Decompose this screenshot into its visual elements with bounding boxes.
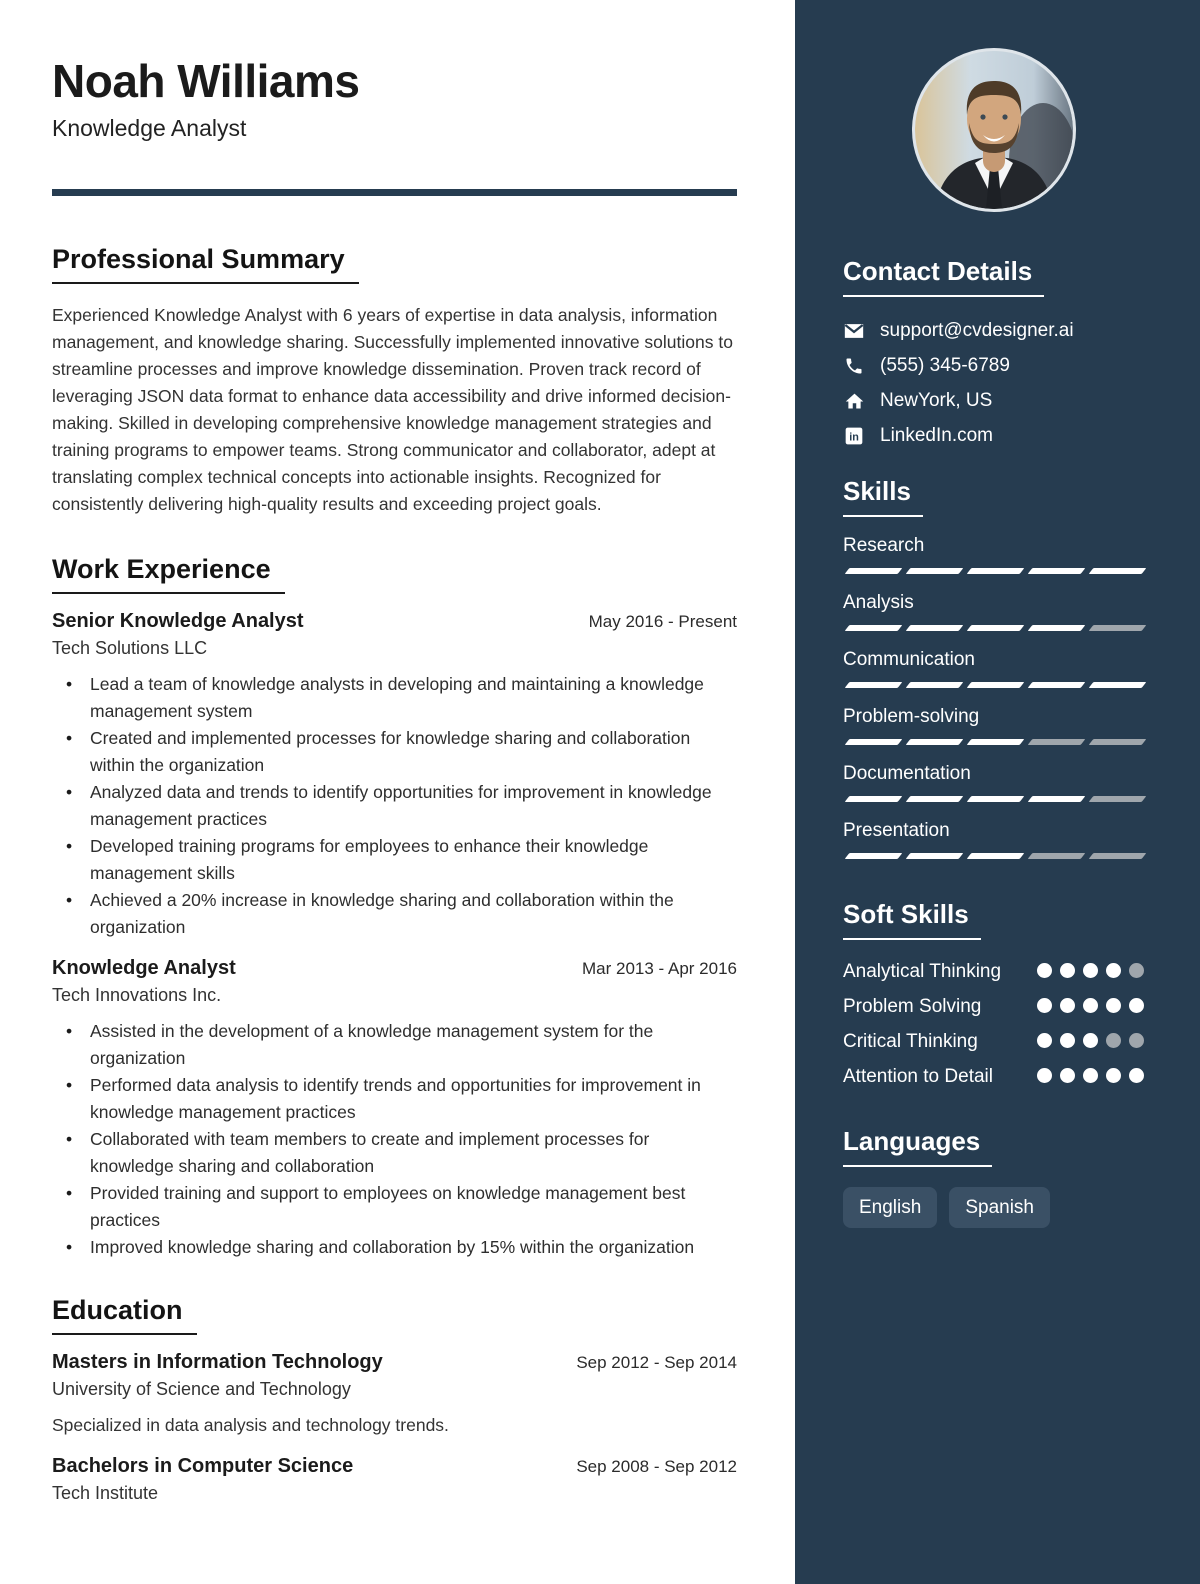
contact-item-linkedin[interactable] [843,424,1144,448]
level-segment [1028,568,1086,574]
level-segment [967,682,1025,688]
level-segment [967,568,1025,574]
level-segment [845,625,903,631]
level-dot [1037,998,1052,1013]
job-title: Knowledge Analyst [52,957,236,980]
level-segment [845,796,903,802]
experience-section [52,554,737,1261]
skills-heading: Skills [843,476,1144,517]
job-title-row [52,608,737,634]
languages-list [843,1187,1144,1228]
degree-dates: Sep 2008 - Sep 2012 [576,1457,737,1477]
summary-heading: Professional Summary [52,244,737,284]
profile-photo-illustration [915,51,1073,209]
soft-skill-item [843,993,1144,1020]
soft-skill-level-dots [1037,1068,1144,1083]
soft-skill-name: Attention to Detail [843,1066,993,1087]
languages-heading: Languages [843,1126,1144,1167]
job-bullet: • Collaborated with team members to create and implement processes for knowledge sharing and collaboration [52,1126,737,1180]
education-entry [52,1453,737,1506]
skill-level-bar [843,853,1144,859]
person-name: Noah Williams [52,55,360,107]
level-segment [906,625,964,631]
soft-skill-item [843,1063,1144,1090]
job-entry [52,608,737,941]
level-segment [845,853,903,859]
job-bullet-list [52,671,737,941]
job-bullet: • Created and implemented processes for knowledge sharing and collaboration within the organization [52,725,737,779]
envelope-icon [843,320,865,342]
skill-name: Communication [843,649,975,670]
soft-skills-list [843,958,1144,1090]
skill-level-bar [843,739,1144,745]
level-segment [845,739,903,745]
level-segment [906,853,964,859]
level-dot [1083,963,1098,978]
level-segment [1089,682,1147,688]
profile-photo [912,48,1076,212]
job-title: Senior Knowledge Analyst [52,610,304,633]
header-divider [52,189,737,196]
level-segment [967,796,1025,802]
contact-item-email[interactable] [843,319,1144,343]
soft-skill-name: Critical Thinking [843,1031,978,1052]
skills-list [843,533,1144,859]
job-bullet: • Achieved a 20% increase in knowledge sharing and collaboration within the organization [52,887,737,941]
education-section [52,1295,737,1506]
contact-phone-text: (555) 345-6789 [880,355,1010,376]
skill-name: Problem-solving [843,706,980,727]
contact-location-text: NewYork, US [880,390,993,411]
level-segment [845,682,903,688]
degree-row [52,1349,737,1375]
soft-skill-name: Analytical Thinking [843,961,1002,982]
contact-linkedin-text: LinkedIn.com [880,425,994,446]
skill-name: Documentation [843,763,971,784]
job-bullet: • Assisted in the development of a knowledge management system for the organization [52,1018,737,1072]
sidebar [795,0,1200,1584]
skill-name: Analysis [843,592,914,613]
language-badge: Spanish [949,1187,1050,1228]
linkedin-icon [843,425,865,447]
summary-text: Experienced Knowledge Analyst with 6 years of expertise in data analysis, information management, and knowledge sharing. Successfully implemented innovative solutions to streamline processes and improve knowledge dissemination. Proven track record of leveraging JSON data format to enhance data accessibility and drive informed decision-making. Skilled in developing comprehensive knowledge management strategies and training programs to empower teams. Strong communicator and collaborator, adept at translating complex technical concepts into actionable insights. Recognized for consistently delivering high-quality results and exceeding project goals. [52,305,733,515]
job-bullet: • Lead a team of knowledge analysts in developing and maintaining a knowledge management system [52,671,737,725]
skill-name: Presentation [843,820,950,841]
level-dot [1060,1033,1075,1048]
skill-level-bar [843,625,1144,631]
level-dot [1083,1068,1098,1083]
contact-heading: Contact Details [843,256,1144,297]
level-dot [1129,1068,1144,1083]
skill-item [843,590,1144,631]
soft-skill-level-dots [1037,963,1144,978]
skill-item [843,647,1144,688]
contact-item-location [843,389,1144,413]
level-segment [906,739,964,745]
school-name: University of Science and Technology [52,1379,351,1400]
level-segment [906,682,964,688]
skill-level-bar [843,682,1144,688]
level-segment [1089,796,1147,802]
degree-row [52,1453,737,1479]
job-company: Tech Solutions LLC [52,638,208,659]
education-entry [52,1349,737,1439]
level-dot [1106,1068,1121,1083]
job-title-row [52,955,737,981]
education-heading: Education [52,1295,737,1335]
job-company: Tech Innovations Inc. [52,985,222,1006]
job-bullet: • Provided training and support to employees on knowledge management best practices [52,1180,737,1234]
level-dot [1106,998,1121,1013]
job-bullet: • Developed training programs for employees to enhance their knowledge management skills [52,833,737,887]
soft-skill-level-dots [1037,998,1144,1013]
skill-level-bar [843,796,1144,802]
resume-header [52,56,737,196]
summary-section [52,244,737,518]
level-dot [1106,1033,1121,1048]
level-segment [1028,796,1086,802]
soft-skills-heading: Soft Skills [843,899,1144,940]
job-entry [52,955,737,1261]
level-dot [1083,998,1098,1013]
skill-level-bar [843,568,1144,574]
level-segment [1028,625,1086,631]
level-dot [1129,1033,1144,1048]
soft-skill-name: Problem Solving [843,996,982,1017]
level-segment [1028,853,1086,859]
svg-text:in: in [849,431,859,444]
phone-icon [843,355,865,377]
level-segment [845,568,903,574]
level-dot [1037,1033,1052,1048]
contact-item-phone[interactable] [843,354,1144,378]
level-segment [1089,625,1147,631]
level-segment [1089,853,1147,859]
experience-heading: Work Experience [52,554,737,594]
degree-dates: Sep 2012 - Sep 2014 [576,1353,737,1373]
degree-title: Bachelors in Computer Science [52,1455,354,1478]
language-badge: English [843,1187,937,1228]
level-segment [1028,739,1086,745]
level-segment [967,853,1025,859]
job-bullet-list [52,1018,737,1261]
level-segment [967,739,1025,745]
level-segment [906,568,964,574]
level-dot [1129,998,1144,1013]
level-dot [1037,963,1052,978]
level-dot [1083,1033,1098,1048]
level-dot [1129,963,1144,978]
job-dates: Mar 2013 - Apr 2016 [582,959,737,979]
skill-item [843,533,1144,574]
level-segment [1028,682,1086,688]
level-segment [967,625,1025,631]
contact-list [843,319,1144,448]
skill-item [843,704,1144,745]
job-bullet: • Analyzed data and trends to identify opportunities for improvement in knowledge management practices [52,779,737,833]
job-dates: May 2016 - Present [588,612,737,632]
degree-title: Masters in Information Technology [52,1351,383,1374]
level-segment [906,796,964,802]
soft-skill-level-dots [1037,1033,1144,1048]
level-dot [1060,998,1075,1013]
soft-skill-item [843,1028,1144,1055]
level-segment [1089,568,1147,574]
contact-email-text: support@cvdesigner.ai [880,320,1074,341]
job-bullet: • Performed data analysis to identify trends and opportunities for improvement in knowledge management practices [52,1072,737,1126]
home-icon [843,390,865,412]
level-dot [1060,963,1075,978]
level-segment [1089,739,1147,745]
level-dot [1037,1068,1052,1083]
soft-skill-item [843,958,1144,985]
school-name: Tech Institute [52,1483,159,1504]
skill-name: Research [843,535,925,556]
job-bullet: • Improved knowledge sharing and collaboration by 15% within the organization [52,1234,737,1261]
level-dot [1060,1068,1075,1083]
person-job-title: Knowledge Analyst [52,114,247,141]
skill-item [843,761,1144,802]
level-dot [1106,963,1121,978]
skill-item [843,818,1144,859]
education-note: Specialized in data analysis and technology trends. [52,1415,449,1436]
